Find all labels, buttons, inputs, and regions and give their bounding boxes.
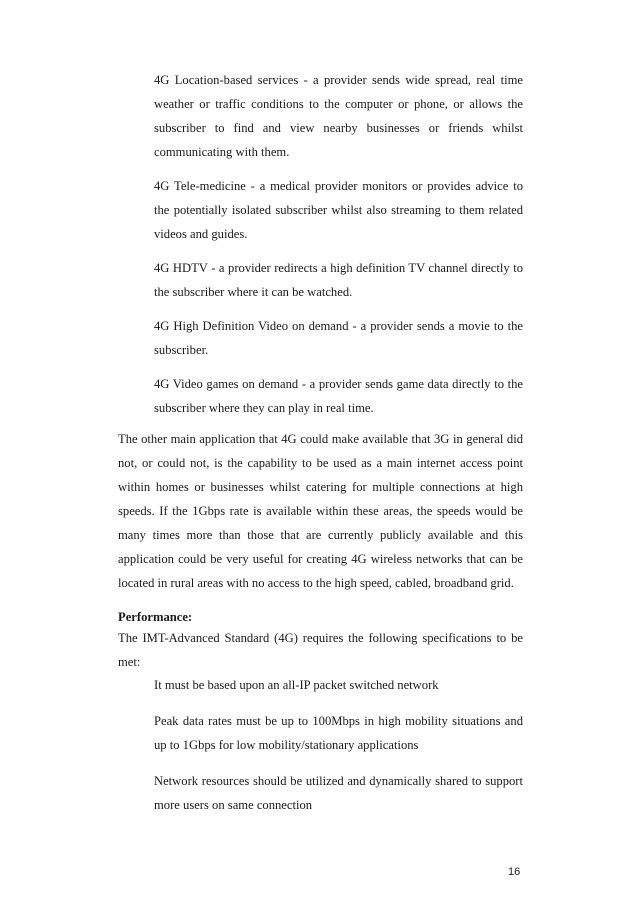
list-item-text: 4G Location-based services - a provider sends wide spread, real time weather or traffic conditions to the computer or phone, or allows the subscriber to find and view nearby businesses or friends whilst communicating with them. (154, 73, 523, 159)
list-item (118, 372, 523, 420)
page-number: 16 (508, 866, 521, 878)
list-item-text: 4G Video games on demand - a provider sends game data directly to the subscriber where they can play in real time. (154, 377, 523, 415)
list-item (118, 68, 523, 164)
list-item (118, 769, 523, 817)
list-item (118, 709, 523, 757)
specifications-bullet-list (118, 673, 523, 817)
list-item-text: 4G HDTV - a provider redirects a high definition TV channel directly to the subscriber where it can be watched. (154, 261, 523, 299)
applications-bullet-list (118, 68, 523, 420)
section-heading: Performance: (118, 610, 193, 624)
list-item (118, 256, 523, 304)
body-paragraph: The other main application that 4G could make available that 3G in general did not, or could not, is the capability to be used as a main internet access point within homes or businesses whilst catering for multiple connections at high speeds. If the 1Gbps rate is available within these areas, the speeds would be many times more than those that are currently publicly available and this application could be very useful for creating 4G wireless networks that can be located in rural areas with no access to the high speed, cabled, broadband grid. (118, 432, 523, 590)
list-item-text: 4G Tele-medicine - a medical provider monitors or provides advice to the potentially isolated subscriber whilst also streaming to them related videos and guides. (154, 179, 523, 241)
list-item (118, 174, 523, 246)
list-item-text: It must be based upon an all-IP packet switched network (154, 678, 439, 692)
list-item-text: Peak data rates must be up to 100Mbps in high mobility situations and up to 1Gbps for low mobility/stationary applications (154, 714, 523, 752)
list-item (118, 314, 523, 362)
list-item-text: Network resources should be utilized and dynamically shared to support more users on same connection (154, 774, 523, 812)
list-item (118, 673, 523, 697)
list-item-text: 4G High Definition Video on demand - a provider sends a movie to the subscriber. (154, 319, 523, 357)
performance-intro-paragraph: The IMT-Advanced Standard (4G) requires the following specifications to be met: (118, 631, 523, 669)
